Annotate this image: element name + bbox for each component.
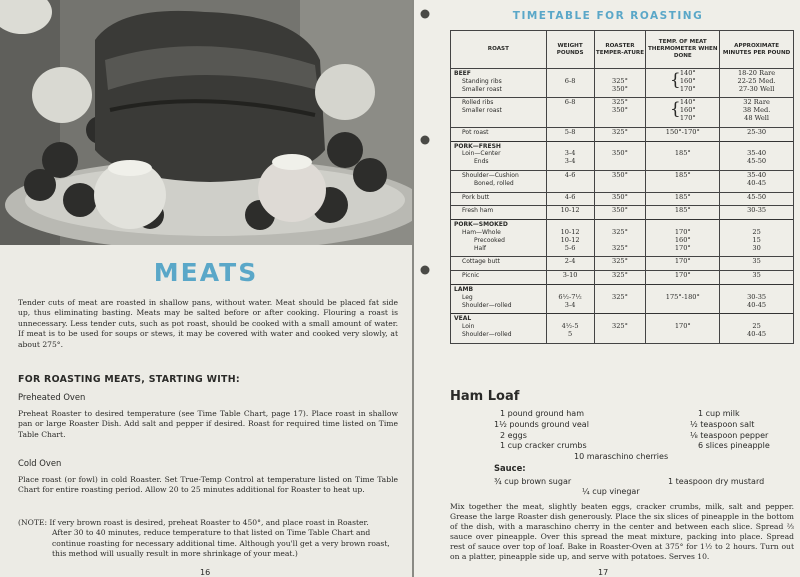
cell-minutes [720,127,794,141]
minutes-line: 25 [752,227,761,236]
header-roaster-temperature: ROASTER TEMPER-ATURE [594,31,646,69]
recipe-method: Mix together the meat, slightly beaten eggs, cracker crumbs, milk, salt and pepper. Grease the large Roaster dish generously. Place the six slices of pineapple in the bottom of the dish, with a maraschino cherry in the center and between each slice. Spread ⅔ sauce over pineapple. Over this spread the meat mixture, packing into place. Spread rest of sauce over top of loaf. Bake in Roaster-Oven at 375° for 1½ to 2 hours. Turn out on a platter, pineapple side up, and serve with potatoes. Serves 10. [450,502,794,561]
right-page [412,0,800,577]
temp-line: 350° [612,149,628,158]
cell-roast [451,192,547,206]
minutes-line: 35-40 [747,170,767,179]
ingredient: 1 cup milk [698,409,740,418]
ingredient: 1½ pounds ground veal [494,419,589,429]
minutes-line: 18-20 Rare [737,69,776,77]
roast-line: Leg [462,293,473,301]
header-roast: ROAST [451,31,547,69]
done-line: 185° [674,149,691,158]
cell-weight [546,284,594,313]
cell-roast [451,69,547,98]
minutes-line: 45-50 [747,157,767,166]
timetable-row [451,284,794,313]
temp-line: 325° [612,322,628,331]
done-line: 170° [674,257,691,266]
timetable-row [451,220,794,257]
minutes-line: 40-45 [747,329,767,338]
done-line: 160° [674,235,691,244]
weight-line [565,107,576,115]
temp-line: 325° [612,227,628,236]
weight-line: 10-12 [560,235,580,244]
timetable-body [451,69,794,344]
meats-title: MEATS [153,258,259,287]
ingredients-left [478,409,589,452]
weight-line: 5-8 [564,127,576,136]
weight-line: 6½-7½ [558,292,582,301]
ingredient: 1 cup cracker crumbs [500,441,587,451]
roasting-timetable [450,30,794,344]
weight-line: 5 [568,329,573,338]
cell-done [646,69,720,98]
cell-done [646,98,720,127]
cell-weight [546,170,594,192]
minutes-line: 30-35 [747,206,767,215]
header-minutes-per-pound: APPROXIMATE MINUTES PER POUND [720,31,794,69]
cell-weight [546,271,594,285]
cell-done [646,220,720,257]
cell-weight [546,192,594,206]
roast-line: BEEF [454,70,471,77]
page-number-left: 16 [200,568,211,577]
cell-minutes [720,284,794,313]
roast-line: Shoulder—rolled [462,330,512,338]
cell-temp [594,98,646,127]
minutes-line: 35-40 [747,149,767,158]
cell-weight [546,98,594,127]
cell-temp [594,141,646,170]
cell-minutes [720,141,794,170]
header-meat-thermometer: TEMP. OF MEAT THERMOMETER WHEN DONE [646,31,720,69]
temp-line: 325° [612,257,628,266]
sauce-heading: Sauce: [494,463,526,473]
binder-holes-icon [418,0,432,300]
cell-minutes [720,69,794,98]
roast-line: Ham—Whole [462,228,501,236]
done-line [675,180,691,188]
timetable-row [451,271,794,285]
minutes-line: 25-30 [747,127,767,136]
ingredient: 1 pound ground ham [500,409,584,418]
cell-done [646,206,720,220]
cell-temp [594,170,646,192]
note-continuation: After 30 to 40 minutes, reduce temperature to that listed on Time Table Chart and continue roasting for necessary additional time. Although you'll get a very brown roast, this method will usually result in more shrinkage of your meat.) [52,528,390,559]
roast-line: Picnic [462,272,480,280]
roast-line: Half [474,244,486,252]
cell-temp [594,284,646,313]
done-line: 175°-180° [665,292,700,301]
cell-roast [451,314,547,343]
roast-photo [0,0,412,245]
timetable-row [451,206,794,220]
weight-line: 4½-5 [561,322,579,331]
roast-line: PORK—SMOKED [454,221,508,229]
cell-temp [594,220,646,257]
roast-line: Pork butt [462,193,490,201]
roast-line: Boned, rolled [474,179,514,187]
roast-line: Ends [474,158,489,166]
done-line: 170° [674,243,691,252]
cell-done [646,141,720,170]
roasting-section-heading: FOR ROASTING MEATS, STARTING WITH: [18,374,240,385]
cell-done [646,314,720,343]
weight-line: 10-12 [560,227,580,236]
weight-line: 3-10 [562,271,578,280]
roast-line: PORK—FRESH [454,142,501,150]
done-line [666,302,700,310]
roast-line: Cottage butt [462,258,500,266]
temp-line: 325° [612,292,628,301]
cell-roast [451,141,547,170]
weight-line [565,86,576,94]
weight-line: 10-12 [560,206,580,215]
roast-line: Standing ribs [462,77,502,85]
minutes-line: 15 [752,235,761,244]
recipe-title: Ham Loaf [450,389,520,404]
temp-line: 325° [612,271,628,280]
roast-line: Pot roast [462,128,489,136]
ingredient: 2 eggs [500,430,527,440]
weight-line: 3-4 [564,149,576,158]
brace-icon: { [669,70,681,90]
cell-minutes [720,98,794,127]
cell-weight [546,69,594,98]
timetable-row [451,98,794,127]
done-line [675,331,691,339]
preheated-oven-heading: Preheated Oven [18,392,86,402]
minutes-line: 38 Med. [742,106,771,115]
cold-oven-text: Place roast (or fowl) in cold Roaster. Set True-Temp Control at temperature listed on Time Table Chart for entire roasting period. Allow 20 to 25 minutes additional for Roaster to heat up. [18,475,398,495]
roast-line: Fresh ham [462,207,494,215]
temp-line: 350° [612,206,628,215]
cell-temp [594,192,646,206]
roast-line: Shoulder—Cushion [462,171,519,179]
done-line: 170° [679,113,696,122]
cell-weight [546,141,594,170]
timetable-row [451,257,794,271]
cell-roast [451,284,547,313]
roast-line: Rolled ribs [462,99,494,107]
preheated-oven-text: Preheat Roaster to desired temperature (see Time Table Chart, page 17). Place roast in shallow pan or large Roaster Dish. Add salt and pepper if desired. Roast for required time listed on Time Table Chart. [18,409,398,439]
done-line: 160° [679,76,696,85]
temp-line: 350° [612,170,628,179]
header-weight: WEIGHT POUNDS [546,31,594,69]
weight-line: 4-6 [564,170,576,179]
weight-line [565,180,576,188]
temp-line: 325° [612,76,628,85]
cell-done [646,271,720,285]
timetable-row [451,170,794,192]
temp-line: 325° [612,243,628,252]
roast-line: Precooked [474,236,505,244]
cell-minutes [720,220,794,257]
done-line: 170° [674,271,691,280]
roast-line: Shoulder—rolled [462,301,512,309]
weight-line: 6-8 [564,98,576,107]
cell-temp [594,127,646,141]
cell-temp [594,69,646,98]
done-line: 170° [674,227,691,236]
cell-temp [594,257,646,271]
done-line: 160° [679,106,696,115]
cell-weight [546,257,594,271]
cell-minutes [720,314,794,343]
cell-done [646,170,720,192]
roast-line: Smaller roast [462,85,502,93]
intro-paragraph: Tender cuts of meat are roasted in shallow pans, without water. Meat should be placed fat side up, thus eliminating basting. Meats may be salted before or after cooking. Flouring a roast is unnecessary. Less tender cuts, such as pot roast, should be cooked with a small amount of water. If meat is to be used for soups or stews, it may be covered with water and cooked very slowly, at about 275°. [18,298,398,349]
minutes-line: 35 [752,257,761,266]
cell-temp [594,271,646,285]
weight-line: 3-4 [564,300,576,309]
brace-icon: { [669,99,681,120]
cell-roast [451,98,547,127]
minutes-line: 32 Rare [743,98,770,107]
done-line: 185° [674,170,691,179]
timetable-row [451,314,794,343]
done-line: 170° [679,84,696,93]
weight-line: 4-6 [564,192,576,201]
minutes-line: 25 [752,322,761,331]
ingredient: ⅛ teaspoon pepper [690,430,769,440]
cell-minutes [720,257,794,271]
sauce-ingredient-left: ¾ cup brown sugar [494,477,572,486]
cell-done [646,127,720,141]
cell-weight [546,220,594,257]
timetable-row [451,141,794,170]
temp-line [612,158,628,166]
minutes-line: 22-25 Med. [737,76,776,85]
temp-line: 325° [612,98,628,107]
weight-line: 3-4 [564,157,576,166]
cell-temp [594,206,646,220]
temp-line [612,180,628,188]
done-line: 185° [674,206,691,215]
sauce-ingredient-center: ¼ cup vinegar [582,487,640,496]
timetable-header-row [451,31,794,69]
done-line [675,158,691,166]
cell-roast [451,220,547,257]
minutes-line: 35 [752,271,761,280]
timetable-row [451,192,794,206]
done-line: 150°-170° [665,127,700,136]
page-number-right: 17 [598,568,609,577]
cell-minutes [720,192,794,206]
minutes-line: 40-45 [747,178,767,187]
temp-line [612,331,628,339]
ingredients-right [684,409,770,452]
cell-minutes [720,170,794,192]
weight-line: 2-4 [564,257,576,266]
temp-line: 350° [612,84,628,93]
note-first-line: (NOTE: If very brown roast is desired, preheat Roaster to 450°, and place roast in Roaster. [18,518,369,527]
minutes-line: 48 Well [744,113,769,122]
minutes-line: 30-35 [747,292,767,301]
cell-weight [546,127,594,141]
temp-line: 350° [612,106,628,115]
temp-line: 350° [612,192,628,201]
cell-done [646,257,720,271]
minutes-line: 45-50 [747,192,767,201]
timetable-title: TIMETABLE FOR ROASTING [512,10,704,22]
cell-done [646,284,720,313]
sauce-ingredient-right: 1 teaspoon dry mustard [668,477,765,486]
cold-oven-heading: Cold Oven [18,458,62,468]
cell-roast [451,257,547,271]
cell-done [646,192,720,206]
cell-minutes [720,206,794,220]
timetable-row [451,127,794,141]
cell-minutes [720,271,794,285]
minutes-line: 30 [752,243,761,252]
cell-weight [546,206,594,220]
cell-roast [451,170,547,192]
weight-line: 6-8 [564,76,576,85]
minutes-line: 40-45 [747,300,767,309]
ingredient-center: 10 maraschino cherries [574,452,669,461]
roast-line: Loin [462,323,475,331]
roast-line: Loin—Center [462,150,501,158]
roast-line: LAMB [454,285,474,293]
cell-weight [546,314,594,343]
ingredient: 6 slices pineapple [698,441,770,451]
cell-roast [451,206,547,220]
ingredient: ½ teaspoon salt [690,419,755,429]
cell-roast [451,271,547,285]
minutes-line: 27-30 Well [738,84,775,93]
cell-roast [451,127,547,141]
roast-line: VEAL [454,315,472,323]
done-line: 140° [679,98,696,107]
roast-line: Smaller roast [462,107,502,115]
temp-line [612,302,628,310]
temp-line: 325° [612,127,628,136]
note-paragraph [18,518,398,560]
weight-line: 5-6 [564,243,576,252]
done-line: 140° [679,69,696,77]
cell-temp [594,314,646,343]
done-line: 170° [674,322,691,331]
done-line: 185° [674,192,691,201]
timetable-row [451,69,794,98]
